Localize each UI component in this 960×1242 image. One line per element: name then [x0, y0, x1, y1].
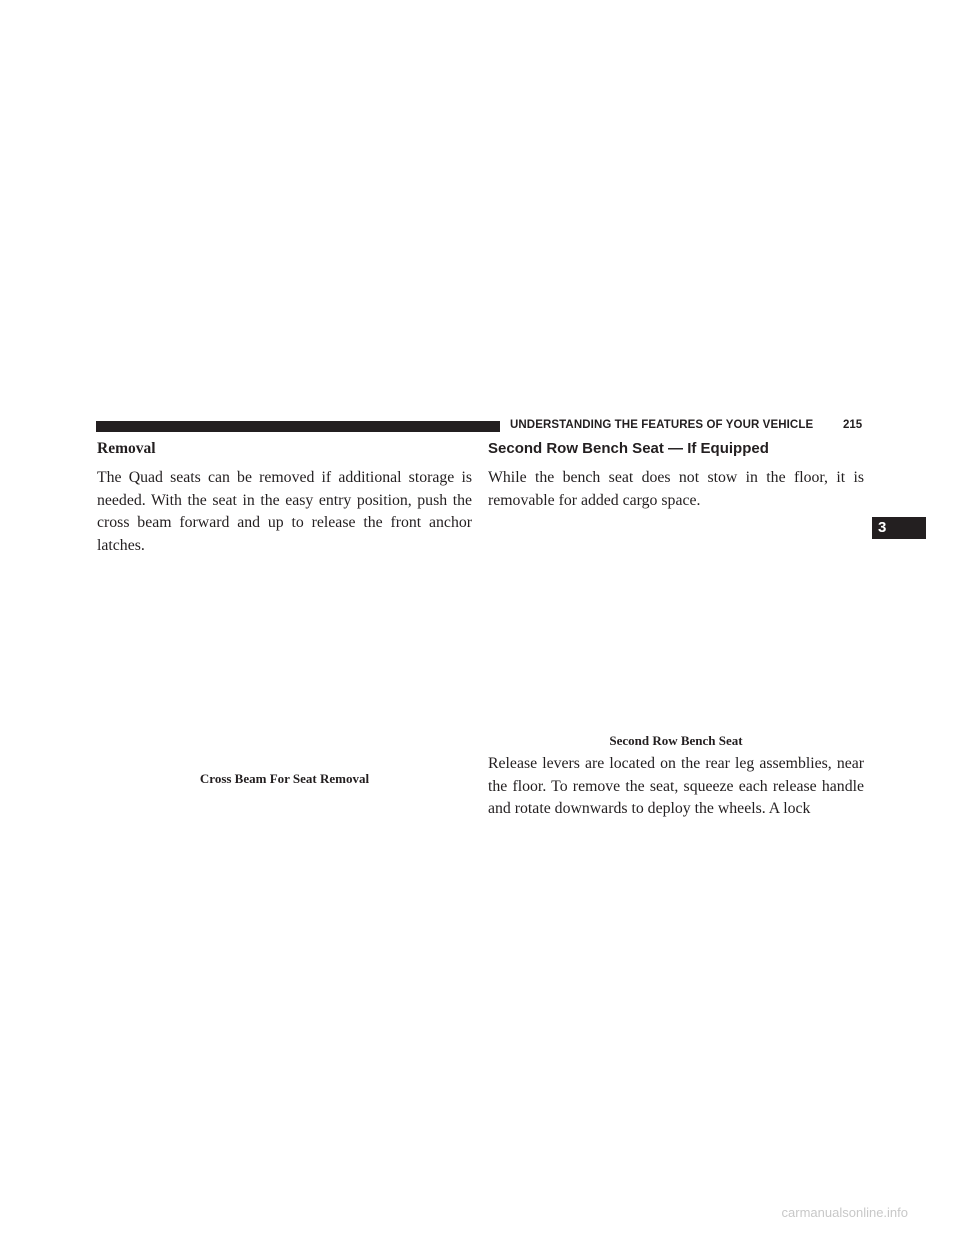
header-rule-end — [492, 421, 500, 432]
running-header-title: UNDERSTANDING THE FEATURES OF YOUR VEHICLE — [510, 419, 814, 431]
page-number: 215 — [843, 419, 863, 431]
release-levers-paragraph: Release levers are located on the rear leg assemblies, near the floor. To remove the seat, squeeze each release handle and rotate downwards to deploy the wheels. A lock — [488, 755, 864, 817]
header-rule — [96, 421, 492, 432]
bench-seat-heading: Second Row Bench Seat — If Equipped — [488, 440, 769, 457]
left-column-heading-wrap — [97, 440, 472, 458]
bench-seat-paragraph: While the bench seat does not stow in the floor, it is removable for added cargo space. — [488, 469, 864, 509]
watermark: carmanualsonline.info — [781, 1205, 908, 1220]
right-column-heading-wrap — [488, 440, 864, 457]
removal-paragraph: The Quad seats can be removed if additional storage is needed. With the seat in the easy entry position, push the cross beam forward and up to release the front anchor latches. — [97, 469, 472, 554]
figure-caption-cross-beam: Cross Beam For Seat Removal — [199, 771, 370, 786]
chapter-tab[interactable]: 3 — [872, 517, 926, 539]
figure-caption-bench-seat: Second Row Bench Seat — [609, 733, 743, 748]
removal-heading: Removal — [97, 440, 156, 457]
